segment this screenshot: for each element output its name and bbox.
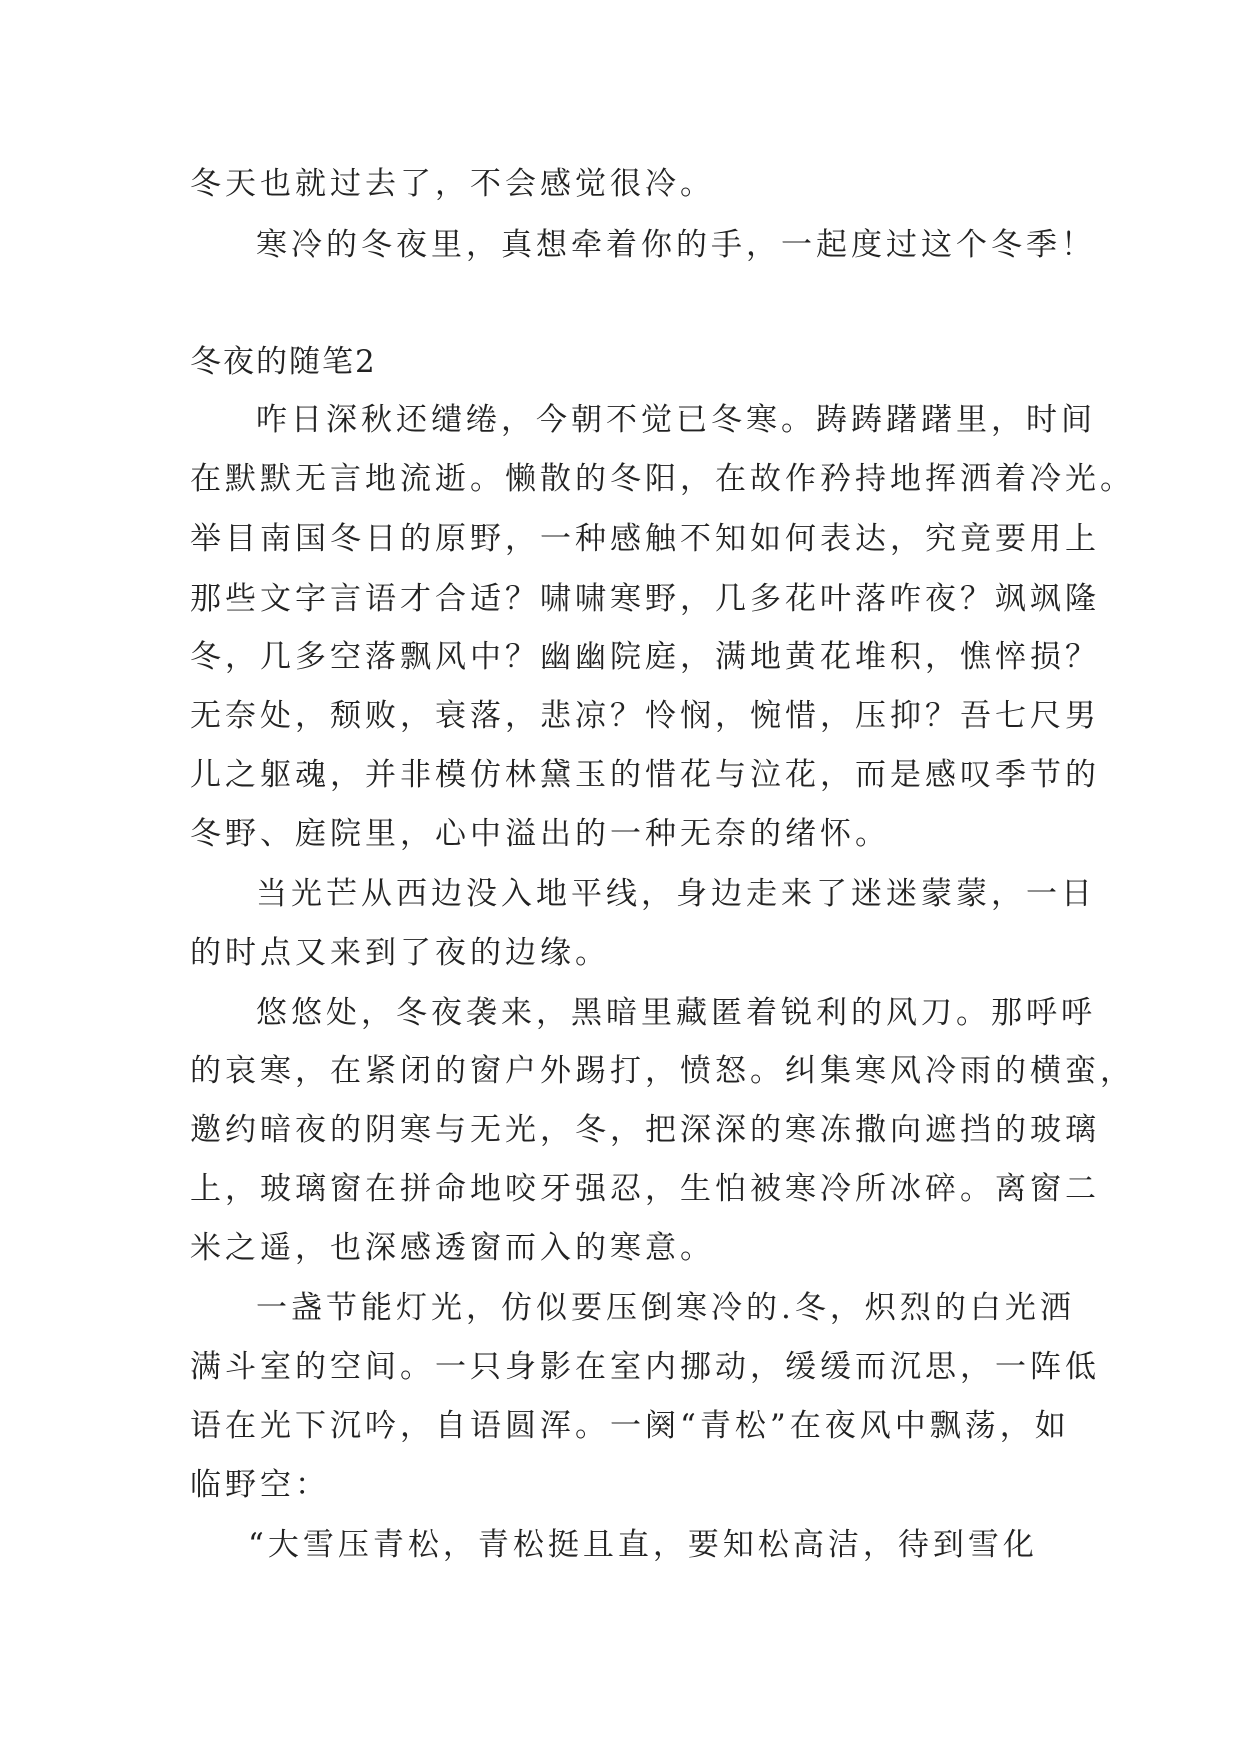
text-line: 的哀寒，在紧闭的窗户外踢打，愤怒。纠集寒风冷雨的横蛮， (190, 1053, 1135, 1089)
text-line: 冬，几多空落飘风中？幽幽院庭，满地黄花堆积，憔悴损？ (190, 639, 1100, 675)
text-line: 冬野、庭院里，心中溢出的一种无奈的绪怀。 (190, 816, 890, 852)
text-line: 那些文字言语才合适？啸啸寒野，几多花叶落咋夜？飒飒隆 (190, 581, 1100, 617)
text-line: 的时点又来到了夜的边缘。 (190, 935, 610, 971)
text-line: 当光芒从西边没入地平线，身边走来了迷迷蒙蒙，一日 (256, 876, 1096, 912)
section-heading: 冬夜的随笔2 (190, 344, 377, 380)
text-line: 米之遥，也深感透窗而入的寒意。 (190, 1230, 715, 1266)
text-line: 悠悠处，冬夜袭来，黑暗里藏匿着锐利的风刀。那呼呼 (256, 995, 1096, 1031)
text-line: 无奈处，颓败，衰落，悲凉？怜悯，惋惜，压抑？吾七尺男 (190, 698, 1100, 734)
text-line: 上，玻璃窗在拼命地咬牙强忍，生怕被寒冷所冰碎。离窗二 (190, 1171, 1100, 1207)
text-line: 一盏节能灯光，仿似要压倒寒冷的.冬，炽烈的白光洒 (256, 1290, 1075, 1326)
text-line: 寒冷的冬夜里，真想牵着你的手，一起度过这个冬季！ (256, 227, 1096, 263)
text-line: “大雪压青松，青松挺且直，要知松高洁，待到雪化 (248, 1527, 1038, 1563)
text-line: 语在光下沉吟，自语圆浑。一阕“青松”在夜风中飘荡，如 (190, 1408, 1070, 1444)
text-line: 邀约暗夜的阴寒与无光，冬，把深深的寒冻撒向遮挡的玻璃 (190, 1112, 1100, 1148)
text-line: 满斗室的空间。一只身影在室内挪动，缓缓而沉思，一阵低 (190, 1349, 1100, 1385)
text-line: 冬天也就过去了，不会感觉很冷。 (190, 166, 715, 202)
text-line: 举目南国冬日的原野，一种感触不知如何表达，究竟要用上 (190, 521, 1100, 557)
text-line: 咋日深秋还缱绻，今朝不觉已冬寒。踌踌躇躇里，时间 (256, 402, 1096, 438)
text-line: 儿之躯魂，并非模仿林黛玉的惜花与泣花，而是感叹季节的 (190, 757, 1100, 793)
text-line: 在默默无言地流逝。懒散的冬阳，在故作矜持地挥洒着冷光。 (190, 461, 1135, 497)
text-line: 临野空： (190, 1467, 330, 1503)
